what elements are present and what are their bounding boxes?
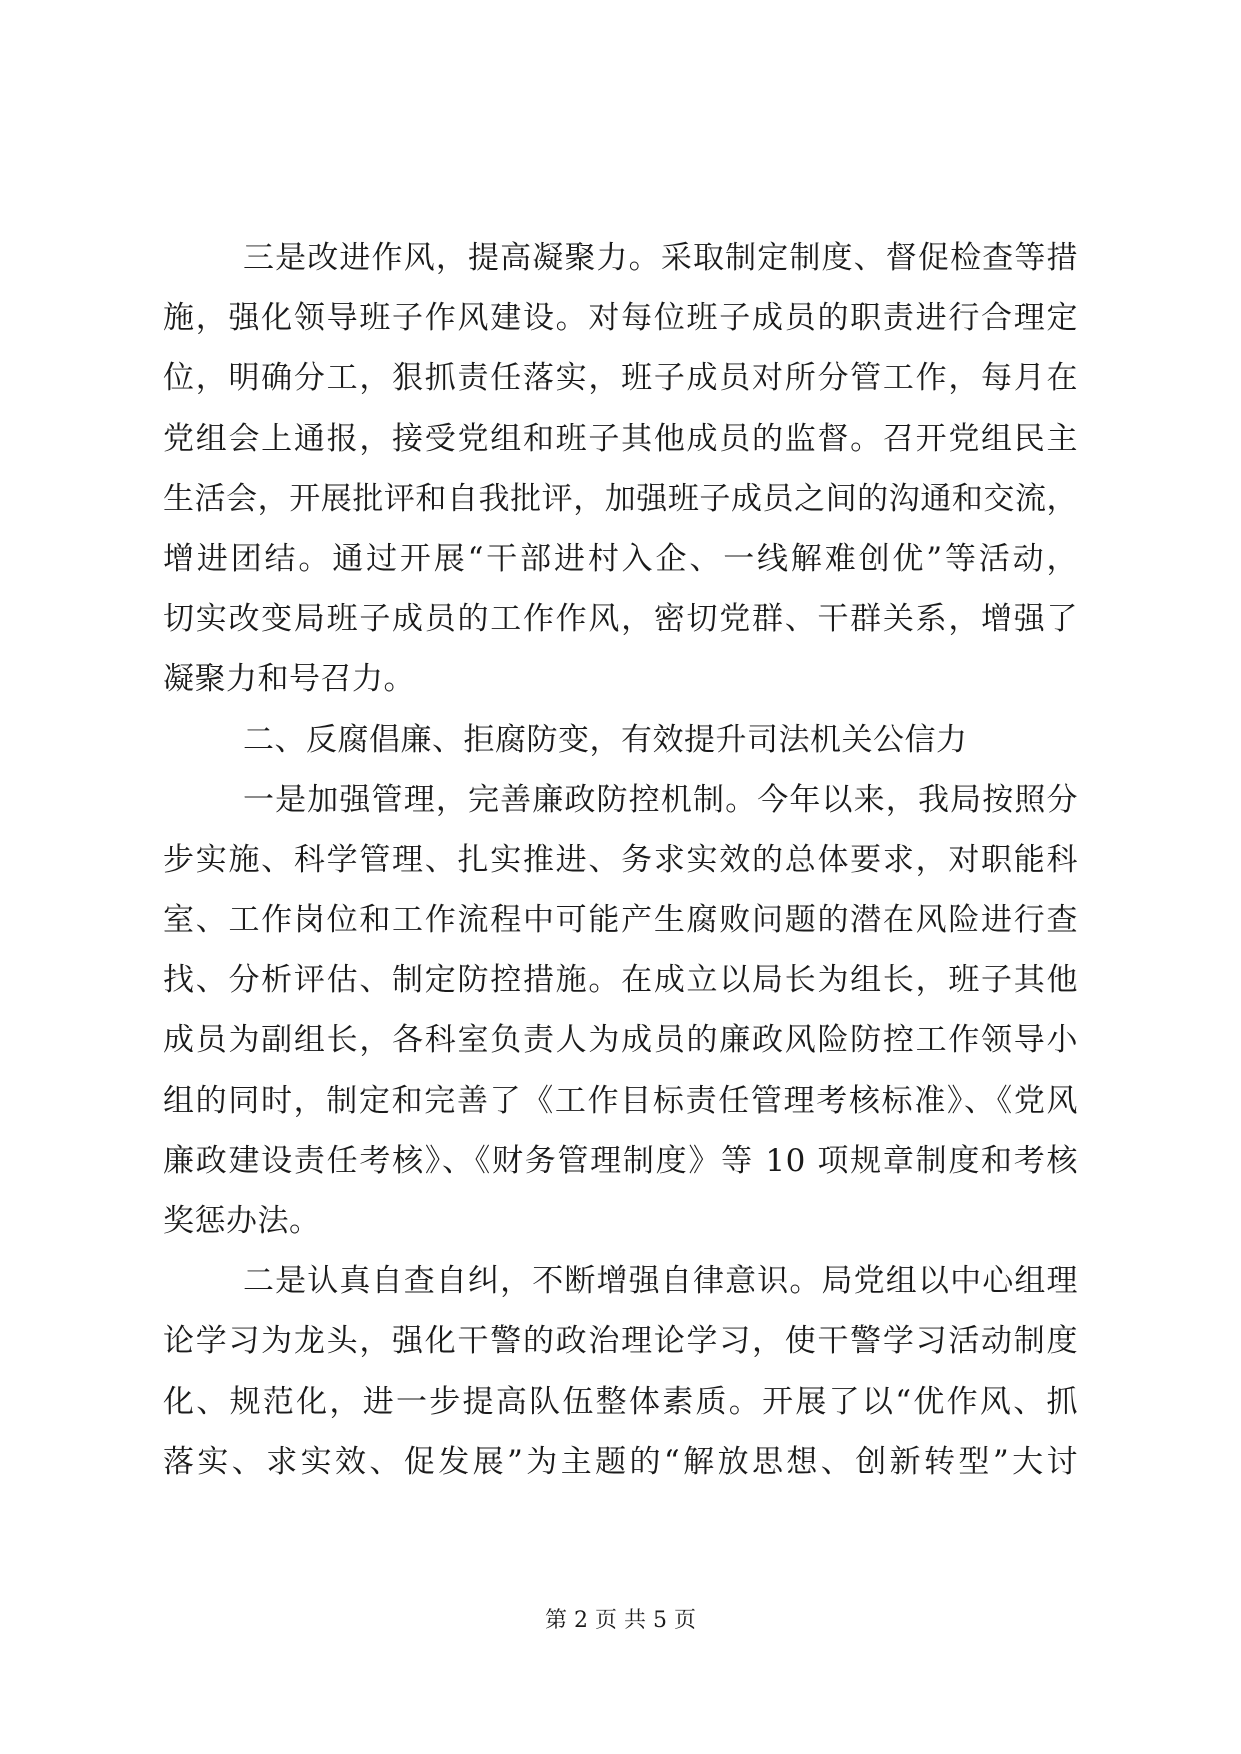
text-line: 二是认真自查自纠，不断增强自律意识。局党组以中心组理 <box>243 1263 1078 1300</box>
text-line: 党组会上通报，接受党组和班子其他成员的监督。召开党组民主 <box>163 420 1078 457</box>
text-line: 生活会，开展批评和自我批评，加强班子成员之间的沟通和交流， <box>163 480 1078 517</box>
text-line: 论学习为龙头，强化干警的政治理论学习，使干警学习活动制度 <box>163 1323 1078 1360</box>
section-heading: 二、反腐倡廉、拒腐防变，有效提升司法机关公信力 <box>243 721 968 758</box>
text-line: 切实改变局班子成员的工作作风，密切党群、干群关系，增强了 <box>163 601 1078 638</box>
text-line: 廉政建设责任考核》、《财务管理制度》等 10 项规章制度和考核 <box>163 1142 1078 1179</box>
document-body <box>163 228 1078 1492</box>
text-line: 位，明确分工，狠抓责任落实，班子成员对所分管工作，每月在 <box>163 360 1078 397</box>
text-line: 奖惩办法。 <box>163 1203 321 1239</box>
text-line: 三是改进作风，提高凝聚力。采取制定制度、督促检查等措 <box>243 240 1078 276</box>
text-line: 增进团结。通过开展“干部进村入企、一线解难创优”等活动， <box>163 540 1078 577</box>
text-line: 化、规范化，进一步提高队伍整体素质。开展了以“优作风、抓 <box>163 1383 1078 1420</box>
text-line: 步实施、科学管理、扎实推进、务求实效的总体要求，对职能科 <box>163 841 1078 878</box>
text-line: 成员为副组长，各科室负责人为成员的廉政风险防控工作领导小 <box>163 1022 1078 1059</box>
text-line: 落实、求实效、促发展”为主题的“解放思想、创新转型”大讨 <box>163 1443 1078 1480</box>
page-number-footer: 第 2 页 共 5 页 <box>545 1608 696 1633</box>
text-line: 室、工作岗位和工作流程中可能产生腐败问题的潜在风险进行查 <box>163 902 1078 939</box>
text-line: 一是加强管理，完善廉政防控机制。今年以来，我局按照分 <box>243 781 1078 818</box>
text-line: 找、分析评估、制定防控措施。在成立以局长为组长，班子其他 <box>163 962 1078 999</box>
text-line: 施，强化领导班子作风建设。对每位班子成员的职责进行合理定 <box>163 300 1078 337</box>
text-line: 组的同时，制定和完善了《工作目标责任管理考核标准》、《党风 <box>163 1082 1078 1119</box>
text-line: 凝聚力和号召力。 <box>163 661 415 698</box>
